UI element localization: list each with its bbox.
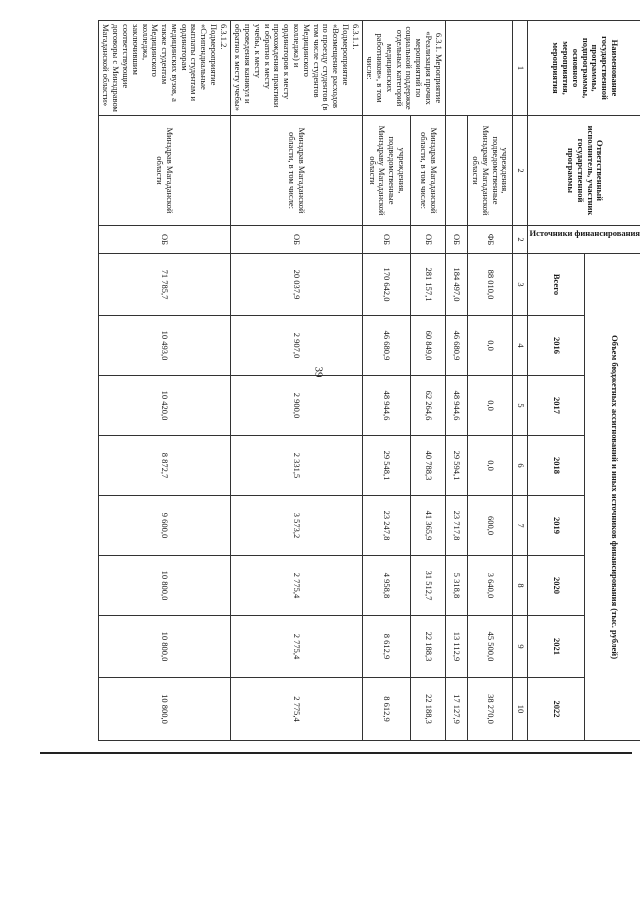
row-value-cell: 29 548,1	[362, 436, 411, 496]
row-value-cell: 2 331,5	[230, 436, 362, 496]
row-total-cell: 71 785,7	[98, 254, 230, 316]
row-source-cell: ОБ	[362, 226, 411, 254]
index-cell: 6	[512, 436, 527, 496]
header-year: 2020	[527, 556, 585, 616]
index-cell: 8	[512, 556, 527, 616]
row-value-cell: 10 800,0	[98, 678, 230, 741]
row-value-cell: 8 612,9	[362, 678, 411, 741]
table-row	[467, 21, 512, 741]
header-source-text: Источники финансирования	[529, 228, 640, 238]
row-value-cell: 0,0	[467, 316, 512, 376]
row-value-cell: 40 788,3	[411, 436, 446, 496]
row-value-cell: 38 270,0	[467, 678, 512, 741]
row-value-cell: 2 775,4	[230, 678, 362, 741]
row-value-cell: 22 188,3	[411, 678, 446, 741]
budget-table	[98, 20, 640, 741]
row-value-cell: 17 127,9	[445, 678, 467, 741]
row-value-cell: 48 944,6	[445, 376, 467, 436]
index-cell: 1	[512, 21, 527, 116]
index-cell: 4	[512, 316, 527, 376]
row-value-cell: 10 493,0	[98, 316, 230, 376]
row-value-cell: 2 900,0	[230, 376, 362, 436]
row-value-cell: 0,0	[467, 436, 512, 496]
index-cell: 7	[512, 496, 527, 556]
row-value-cell: 9 600,0	[98, 496, 230, 556]
row-value-cell: 23 247,8	[362, 496, 411, 556]
row-value-cell: 22 188,3	[411, 616, 446, 678]
row-source-cell: ОБ	[411, 226, 446, 254]
row-name-cell: 6.3.1.2. Подмероприятие «Стипендиальные выплаты студентам и ординаторам медицинских вузов, а также студентам Медицинского колледжа, заключившим соответствующие договоры с Минздравом Магаданской области»	[98, 21, 230, 116]
header-year: 2021	[527, 616, 585, 678]
row-executor-cell: Минздрав Магаданской области, в том числе:	[230, 116, 362, 226]
table-row	[445, 21, 467, 741]
row-executor-cell	[445, 116, 467, 226]
row-executor-cell: Минздрав Магаданской области	[98, 116, 230, 226]
row-value-cell: 48 944,6	[362, 376, 411, 436]
rotated-table-container	[101, 20, 640, 740]
row-executor-cell: Минздрав Магаданской области, в том числе:	[411, 116, 446, 226]
row-source-cell: ОБ	[230, 226, 362, 254]
table-row	[362, 21, 411, 741]
header-year: 2022	[527, 678, 585, 741]
row-value-cell: 5 318,8	[445, 556, 467, 616]
row-name-cell: 6.3.1. Мероприятие «Реализация прочих мероприятий по социальной поддержке отдельных категорий медицинских работников», в том числе:	[362, 21, 445, 116]
row-value-cell: 62 264,6	[411, 376, 446, 436]
header-name: Наименование государственной программы, подпрограммы, основного мероприятия, мероприятия	[527, 21, 640, 116]
index-cell: 5	[512, 376, 527, 436]
index-cell: 3	[512, 254, 527, 316]
row-value-cell: 29 594,1	[445, 436, 467, 496]
row-value-cell: 46 680,9	[362, 316, 411, 376]
header-year: 2019	[527, 496, 585, 556]
row-value-cell: 0,0	[467, 376, 512, 436]
row-value-cell: 2 775,4	[230, 556, 362, 616]
row-value-cell: 60 849,0	[411, 316, 446, 376]
row-total-cell: 281 157,1	[411, 254, 446, 316]
row-value-cell: 2 907,0	[230, 316, 362, 376]
row-value-cell: 10 420,0	[98, 376, 230, 436]
row-executor-cell: учреждения, подведомственные Минздраву Магаданской области	[467, 116, 512, 226]
index-cell: 9	[512, 616, 527, 678]
index-row	[512, 21, 527, 741]
row-total-cell: 184 497,0	[445, 254, 467, 316]
header-year: 2016	[527, 316, 585, 376]
index-cell: 2	[512, 226, 527, 254]
row-value-cell: 41 365,9	[411, 496, 446, 556]
header-row-1	[585, 21, 640, 741]
row-value-cell: 2 775,4	[230, 616, 362, 678]
table-row	[230, 21, 362, 741]
row-value-cell: 3 573,2	[230, 496, 362, 556]
row-total-cell: 88 010,0	[467, 254, 512, 316]
row-value-cell: 4 958,8	[362, 556, 411, 616]
header-group: Объем бюджетных ассигнований и иных источников финансирования (тыс. рублей)	[585, 254, 640, 741]
header-source	[527, 226, 640, 254]
page-number: 39	[312, 366, 325, 378]
row-source-cell: ОБ	[445, 226, 467, 254]
row-value-cell: 10 800,0	[98, 556, 230, 616]
row-value-cell: 23 717,8	[445, 496, 467, 556]
row-name-cell: 6.3.1.1. Подмероприятие «Возмещение расходов по проезду студентов (в том числе студентов Медицинского колледжа) и ординаторов к месту прохождения практики и обратно к месту учебы, к месту проведения каникул и обратно к месту учебы»	[230, 21, 362, 116]
row-value-cell: 31 512,7	[411, 556, 446, 616]
row-value-cell: 10 800,0	[98, 616, 230, 678]
index-cell: 10	[512, 678, 527, 741]
header-year: 2017	[527, 376, 585, 436]
index-cell: 2	[512, 116, 527, 226]
row-value-cell: 8 612,9	[362, 616, 411, 678]
row-value-cell: 13 112,9	[445, 616, 467, 678]
row-total-cell: 170 642,0	[362, 254, 411, 316]
row-value-cell: 3 640,0	[467, 556, 512, 616]
header-total: Всего	[527, 254, 585, 316]
row-source-cell: ФБ	[467, 226, 512, 254]
table-row	[411, 21, 446, 741]
header-executor: Ответственный исполнитель, участник государственной программы	[527, 116, 640, 226]
row-name-cell	[445, 21, 512, 116]
row-value-cell: 600,0	[467, 496, 512, 556]
row-value-cell: 8 872,7	[98, 436, 230, 496]
row-value-cell: 45 500,0	[467, 616, 512, 678]
row-value-cell: 46 680,9	[445, 316, 467, 376]
row-executor-cell: учреждения, подведомственные Минздраву Магаданской области	[362, 116, 411, 226]
header-year: 2018	[527, 436, 585, 496]
row-source-cell: ОБ	[98, 226, 230, 254]
row-total-cell: 20 037,9	[230, 254, 362, 316]
table-row	[98, 21, 230, 741]
page-bottom-rule	[40, 752, 632, 754]
